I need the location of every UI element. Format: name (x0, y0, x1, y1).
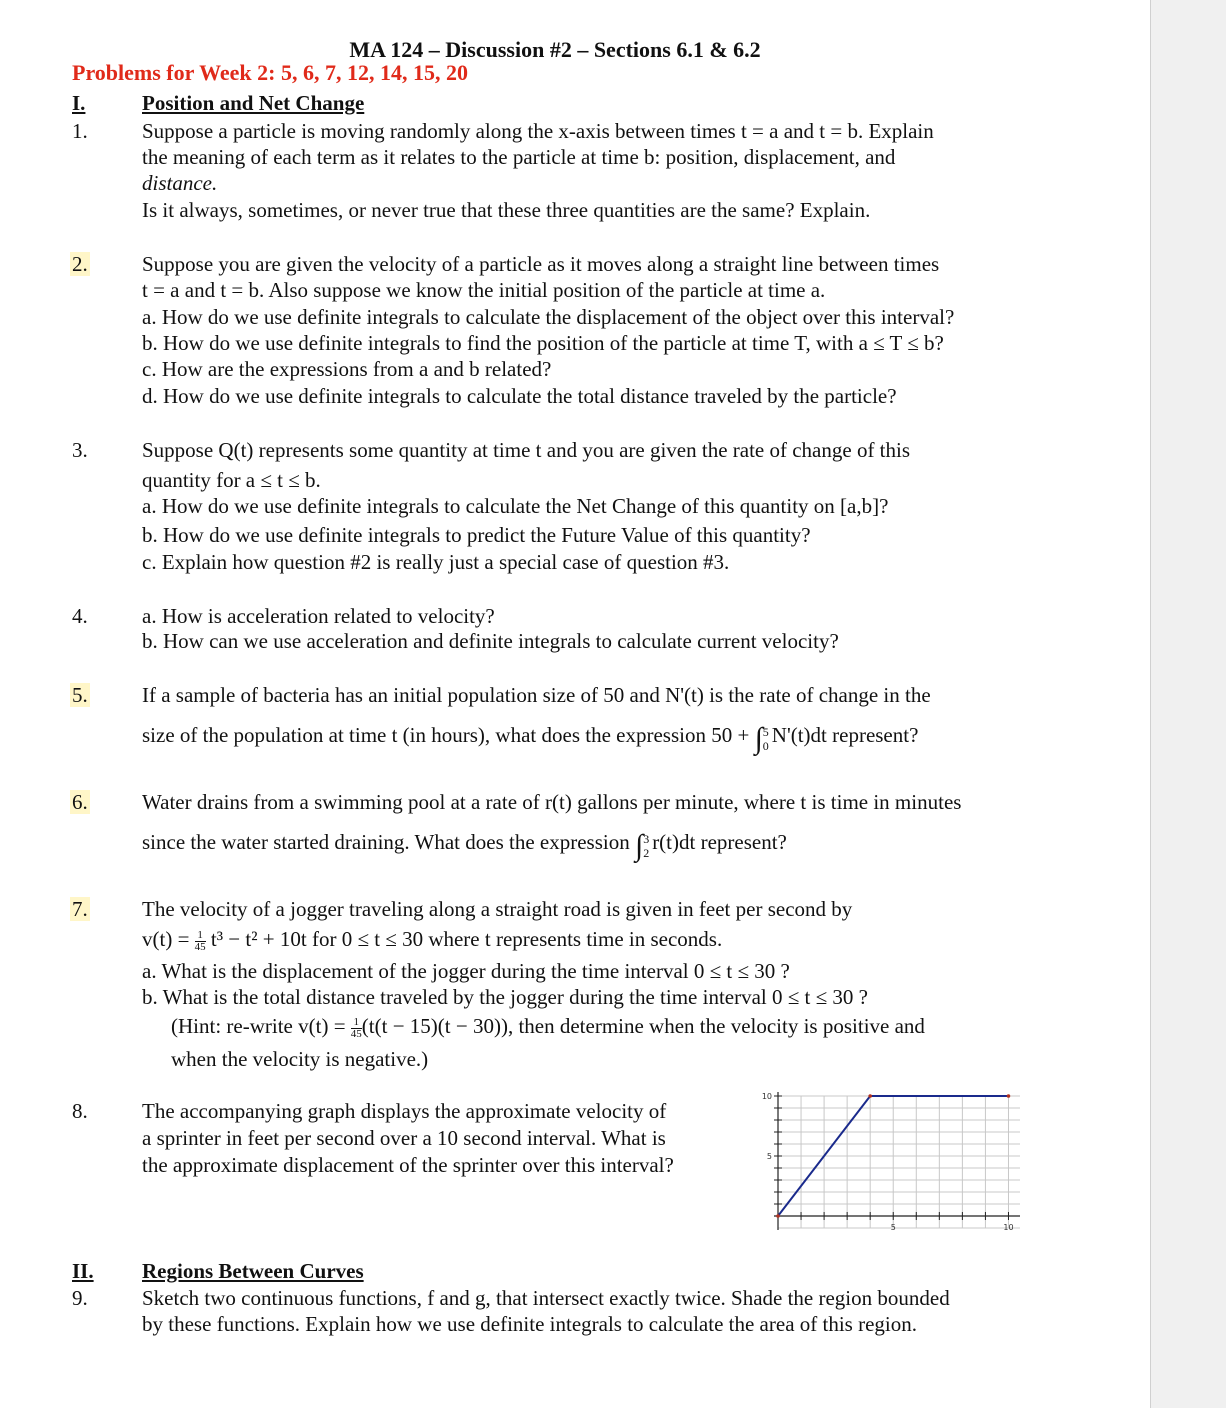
q7-fraction (195, 930, 206, 953)
q3-line2: quantity for a ≤ t ≤ b. (142, 468, 321, 492)
q5-line2-end: N'(t)dt represent? (771, 723, 919, 747)
q7-frac-den: 45 (194, 941, 206, 953)
integral-sign: ∫ (754, 722, 763, 755)
q7-hint-line1 (171, 1013, 925, 1040)
section-i-title: Position and Net Change (142, 91, 365, 115)
q7-hint-frac-num: 1 (351, 1017, 362, 1029)
q2-line2: t = a and t = b. Also suppose we know the initial position of the particle at time a. (142, 278, 826, 302)
q8-number: 8. (72, 1099, 88, 1123)
q4-part-b: b. How can we use acceleration and definite integrals to calculate current velocity? (142, 629, 839, 653)
page-title: MA 124 – Discussion #2 – Sections 6.1 & 6.2 (349, 37, 761, 62)
q7-hint-line2: when the velocity is negative.) (171, 1047, 429, 1071)
q7-hint-fraction (351, 1017, 362, 1040)
q6-number: 6. (72, 790, 88, 814)
q7-line1: The velocity of a jogger traveling along a straight road is given in feet per second by (142, 897, 853, 921)
q7-part-a: a. What is the displacement of the jogger during the time interval 0 ≤ t ≤ 30 ? (142, 959, 790, 983)
q6-line2 (142, 829, 787, 860)
q7-velocity-rest: t³ − t² + 10t for 0 ≤ t ≤ 30 where t represents time in seconds. (210, 927, 723, 951)
q6-line2-start: since the water started draining. What does the expression (142, 830, 630, 854)
velocity-graph (762, 1088, 1024, 1233)
q5-upper-limit: 5 (762, 725, 769, 739)
q2-part-d: d. How do we use definite integrals to calculate the total distance traveled by the particle? (142, 384, 897, 408)
y-tick-label: 10 (762, 1092, 772, 1101)
q5-line2-start: size of the population at time t (in hours), what does the expression 50 + (142, 723, 750, 747)
q2-number: 2. (72, 252, 88, 276)
q2-line1: Suppose you are given the velocity of a particle as it moves along a straight line between times (142, 252, 940, 276)
q9-line2: by these functions. Explain how we use definite integrals to calculate the area of this region. (142, 1312, 918, 1336)
q2-part-b: b. How do we use definite integrals to find the position of the particle at time T, with a ≤ T ≤ b? (142, 331, 944, 355)
side-margin (1150, 0, 1226, 1408)
q1-line1: Suppose a particle is moving randomly along the x-axis between times t = a and t = b. Explain (142, 119, 934, 143)
x-tick-label: 5 (890, 1223, 896, 1232)
section-ii-title: Regions Between Curves (142, 1259, 364, 1283)
q7-number: 7. (72, 897, 88, 921)
q2-part-a: a. How do we use definite integrals to calculate the displacement of the object over this interval? (142, 305, 955, 329)
q1-line3: distance. (142, 171, 218, 195)
section-ii-numeral: II. (72, 1259, 94, 1283)
q3-part-c: c. Explain how question #2 is really just a special case of question #3. (142, 550, 730, 574)
velocity-data-point (776, 1214, 780, 1218)
q3-part-b: b. How do we use definite integrals to predict the Future Value of this quantity? (142, 523, 811, 547)
q1-line2: the meaning of each term as it relates to the particle at time b: position, displacement, and (142, 145, 896, 169)
q8-line1: The accompanying graph displays the approximate velocity of (142, 1099, 667, 1123)
q5-lower-limit: 0 (762, 739, 769, 753)
q6-upper-limit: 3 (643, 832, 650, 846)
section-i-numeral: I. (72, 91, 86, 115)
velocity-data-point (1007, 1094, 1011, 1098)
q9-line1: Sketch two continuous functions, f and g, that intersect exactly twice. Shade the region bounded (142, 1286, 950, 1310)
integral-sign: ∫ (634, 829, 644, 862)
x-tick-label: 10 (1003, 1223, 1014, 1232)
q4-part-a: a. How is acceleration related to velocity? (142, 604, 495, 628)
q5-line1: If a sample of bacteria has an initial population size of 50 and N'(t) is the rate of change in the (142, 683, 931, 707)
q1-number: 1. (72, 119, 88, 143)
q5-number: 5. (72, 683, 88, 707)
q7-hint-frac-den: 45 (350, 1028, 362, 1040)
q7-part-b: b. What is the total distance traveled by the jogger during the time interval 0 ≤ t ≤ 30 ? (142, 985, 868, 1009)
q7-velocity-label: v(t) = (142, 927, 190, 951)
q6-line2-end: r(t)dt represent? (652, 830, 787, 854)
q8-line2: a sprinter in feet per second over a 10 second interval. What is (142, 1126, 666, 1150)
q2-part-c: c. How are the expressions from a and b related? (142, 357, 552, 381)
q6-limits (643, 832, 649, 860)
q4-number: 4. (72, 604, 88, 628)
q3-number: 3. (72, 438, 88, 462)
q5-limits (763, 725, 769, 753)
q7-frac-num: 1 (195, 930, 206, 942)
assigned-problems: Problems for Week 2: 5, 6, 7, 12, 14, 15, 20 (72, 60, 468, 85)
q1-line4: Is it always, sometimes, or never true that these three quantities are the same? Explain. (142, 198, 871, 222)
y-tick-label: 5 (766, 1152, 772, 1161)
q7-line2 (142, 926, 722, 953)
q9-number: 9. (72, 1286, 88, 1310)
q6-lower-limit: 2 (643, 846, 650, 860)
q5-line2 (142, 722, 918, 753)
q3-part-a: a. How do we use definite integrals to calculate the Net Change of this quantity on [a,b]? (142, 494, 889, 518)
q6-line1: Water drains from a swimming pool at a rate of r(t) gallons per minute, where t is time in minutes (142, 790, 962, 814)
velocity-data-point (868, 1094, 872, 1098)
q3-line1: Suppose Q(t) represents some quantity at time t and you are given the rate of change of this (142, 438, 911, 462)
q8-line3: the approximate displacement of the sprinter over this interval? (142, 1153, 674, 1177)
q7-hint-end: (t(t − 15)(t − 30)), then determine when the velocity is positive and (361, 1014, 925, 1038)
q7-hint-start: (Hint: re-write v(t) = (171, 1014, 346, 1038)
